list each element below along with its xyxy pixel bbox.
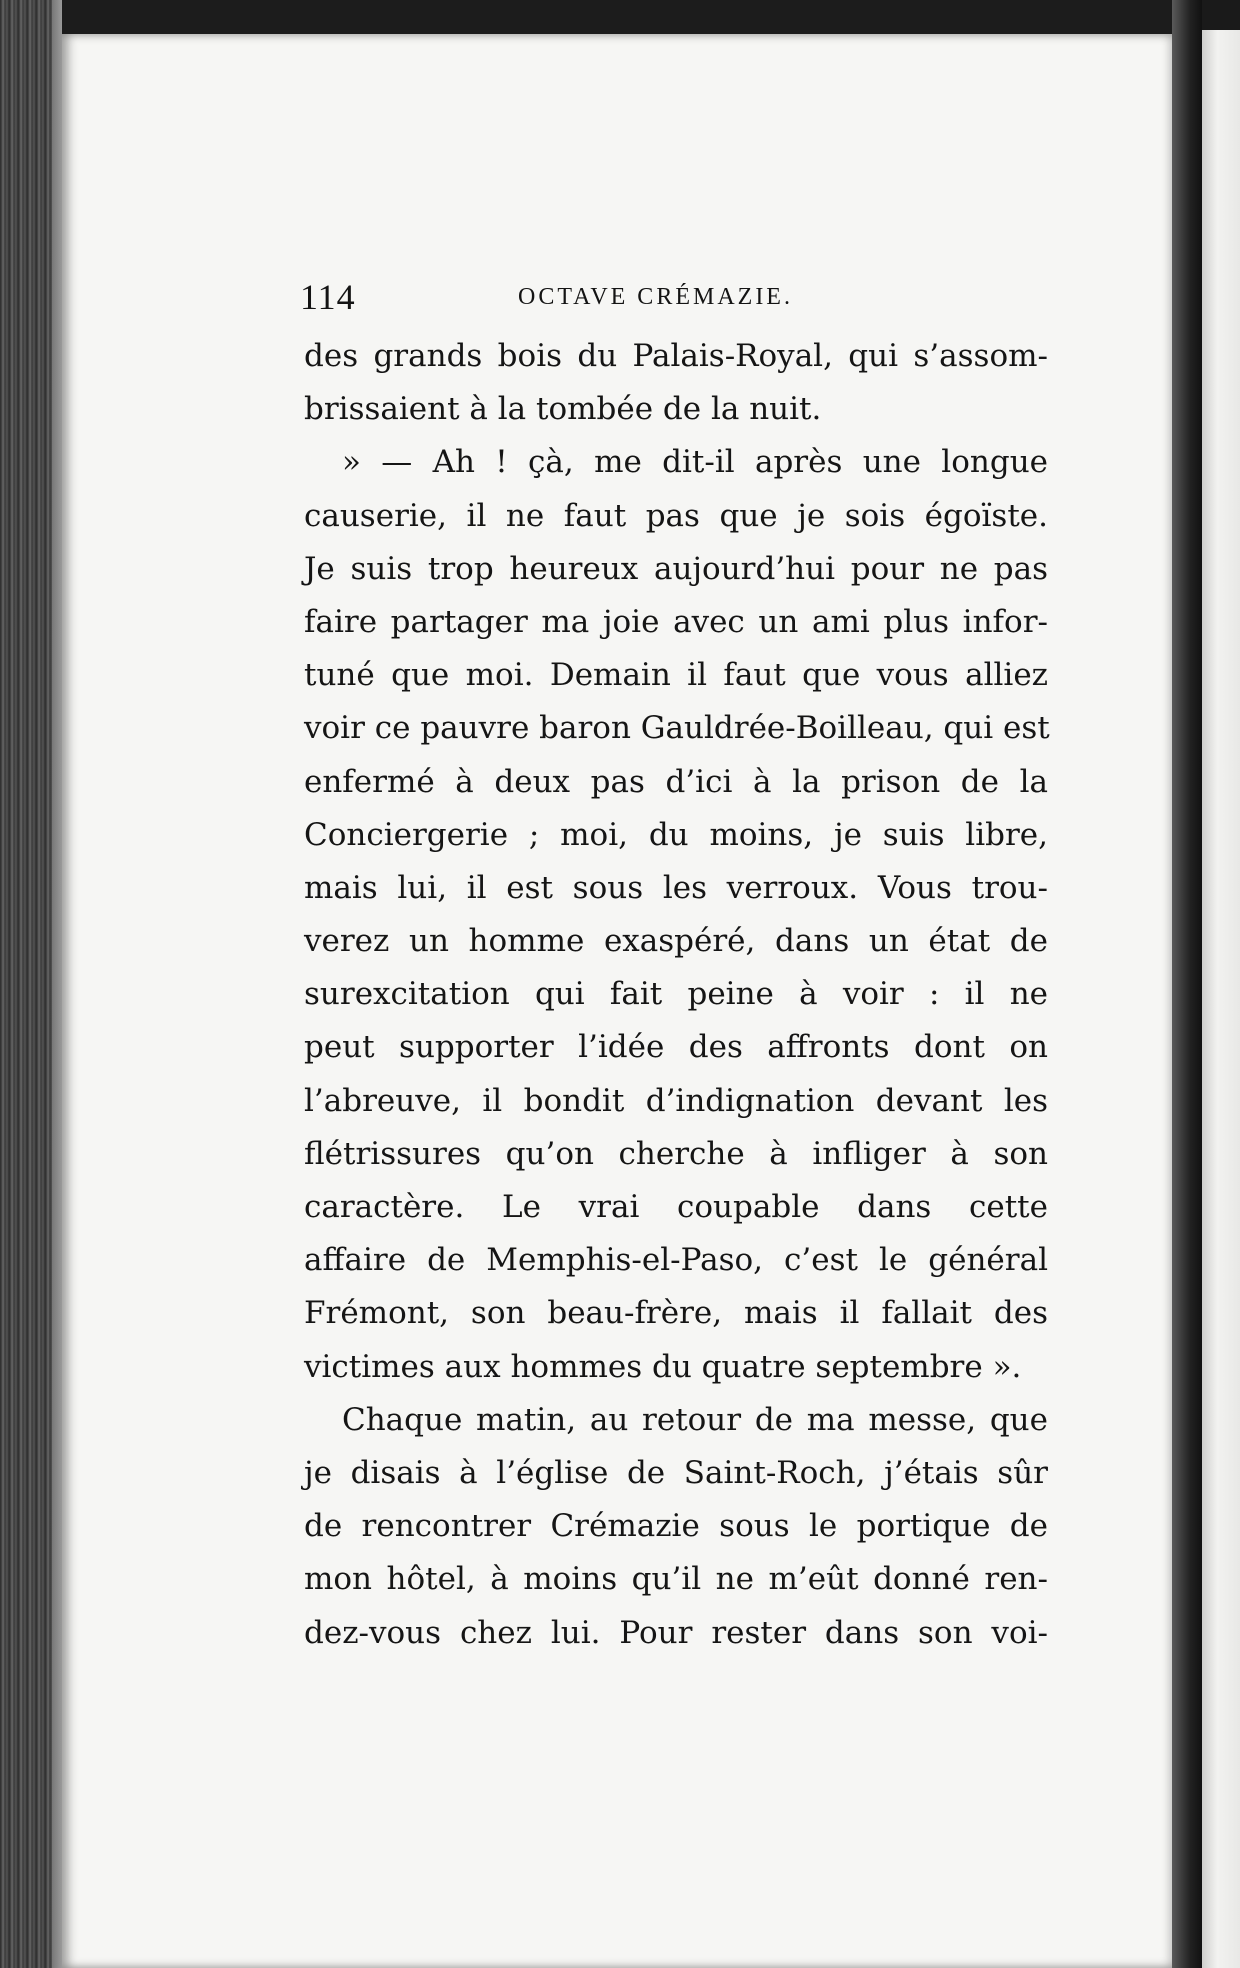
text-line: mon hôtel, à moins qu’il ne m’eût donné ren- [304,1561,1048,1598]
text-line: je disais à l’église de Saint-Roch, j’étais sûr [304,1454,1048,1491]
text-line: tuné que moi. Demain il faut que vous alliez [304,657,1048,694]
page-number: 114 [300,277,356,317]
page-header [300,276,1020,326]
text-line: de rencontrer Crémazie sous le portique de [304,1508,1048,1545]
text-line: Frémont, son beau-frère, mais il fallait des [304,1295,1048,1332]
scan-top-border [62,0,1172,34]
text-line: enfermé à deux pas d’ici à la prison de la [304,763,1048,800]
text-line: » — Ah ! çà, me dit-il après une longue [342,444,1048,481]
text-line: l’abreuve, il bondit d’indignation devant les [304,1082,1048,1119]
body-text [304,330,1048,1660]
text-line: verez un homme exaspéré, dans un état de [304,923,1048,960]
text-line: faire partager ma joie avec un ami plus infor- [304,603,1048,640]
text-line: affaire de Memphis-el-Paso, c’est le général [304,1242,1048,1279]
text-line: voir ce pauvre baron Gauldrée-Boilleau, qui est [304,710,1050,747]
text-line: caractère. Le vrai coupable dans cette [304,1189,1048,1225]
book-page-edges [0,0,62,1968]
text-line: brissaient à la tombée de la nuit. [304,391,822,428]
text-line: surexcitation qui fait peine à voir : il ne [304,976,1048,1013]
text-line: causerie, il ne faut pas que je sois égoïste. [304,497,1048,534]
facing-page-sliver [1202,30,1240,1968]
text-line: dez-vous chez lui. Pour rester dans son voi- [304,1614,1048,1651]
text-line: Je suis trop heureux aujourd’hui pour ne pas [304,550,1048,587]
running-title: OCTAVE CRÉMAZIE. [518,284,793,310]
book-gutter [1172,0,1202,1968]
text-line: victimes aux hommes du quatre septembre ». [304,1348,1022,1385]
text-line: mais lui, il est sous les verroux. Vous trou- [304,869,1048,906]
text-line: peut supporter l’idée des affronts dont on [304,1029,1048,1066]
text-line: flétrissures qu’on cherche à infliger à son [304,1135,1048,1172]
text-line: Conciergerie ; moi, du moins, je suis libre, [304,816,1048,853]
text-line: des grands bois du Palais-Royal, qui s’assom- [304,338,1048,374]
text-line: Chaque matin, au retour de ma messe, que [342,1401,1048,1438]
